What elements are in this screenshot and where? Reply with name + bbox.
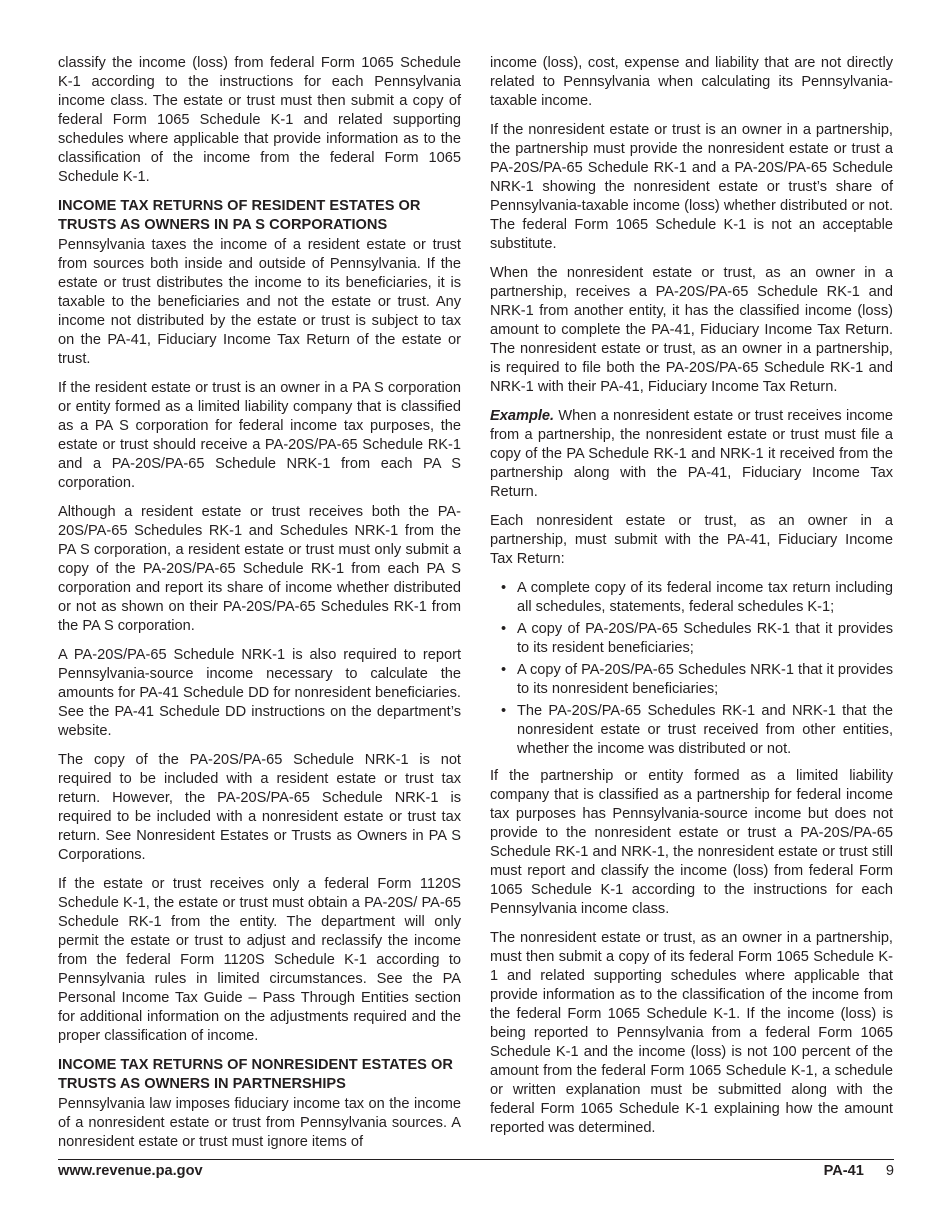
- list-item: • A complete copy of its federal income tax return including all schedules, statements, federal schedules K-1;: [501, 580, 893, 615]
- paragraph: The nonresident estate or trust, as an owner in a partnership, must then submit a copy of its federal Form 1065 Schedule K-1 and related supporting schedules where applicable that provide information as to the classification of the income from the federal Form 1065 Schedule K-1. If the income (loss) is being reported to Pennsylvania from a federal Form 1065 Schedule K-1 and the income (loss) is not 100 percent of the amount from the federal Form 1065 Schedule K-1, a schedule or written explanation must be submitted along with the federal Form 1065 Schedule K-1 explaining how the amount reported was determined.: [490, 930, 893, 1136]
- list-item: • A copy of PA-20S/PA-65 Schedules RK-1 that it provides to its resident beneficiaries;: [501, 621, 893, 656]
- example-text: When a nonresident estate or trust receives income from a partnership, the nonresident estate or trust must file a copy of the PA Schedule RK-1 and NRK-1 it received from the partnership along with the PA-41, Fiduciary Income Tax Return.: [490, 408, 893, 500]
- website-link[interactable]: www.revenue.pa.gov: [58, 1163, 203, 1179]
- paragraph: Each nonresident estate or trust, as an owner in a partnership, must submit with the PA-41, Fiduciary Income Tax Return:: [490, 513, 893, 567]
- footer-right: [824, 1163, 894, 1179]
- example-label: Example.: [490, 408, 555, 424]
- paragraph: Pennsylvania taxes the income of a resident estate or trust from sources both inside and outside of Pennsylvania. If the estate or trust distributes the income to its beneficiaries, it is taxable to the beneficiaries and not the estate or trust. Any income not distributed by the estate or trust is subject to tax on the PA-41, Fiduciary Income Tax Return of the estate or trust.: [58, 237, 461, 367]
- paragraph: A PA-20S/PA-65 Schedule NRK-1 is also required to report Pennsylvania-source income necessary to calculate the amounts for PA-41 Schedule DD for nonresident beneficiaries. See the PA-41 Schedule DD instructions on the department’s website.: [58, 647, 461, 739]
- right-column: [490, 54, 893, 1148]
- paragraph: When the nonresident estate or trust, as an owner in a partnership, receives a PA-20S/PA-65 Schedule RK-1 and NRK-1 from another entity, it has the classified income (loss) amount to complete the PA-41, Fiduciary Income Tax Return. The nonresident estate or trust, as an owner in a partnership, is required to file both the PA-20S/PA-65 Schedule RK-1 and NRK-1 with their PA-41, Fiduciary Income Tax Return.: [490, 265, 893, 395]
- paragraph: If the estate or trust receives only a federal Form 1120S Schedule K-1, the estate or trust must obtain a PA-20S/ PA-65 Schedule RK-1 from the entity. The department will only permit the estate or trust to adjust and reclassify the income from the federal Form 1120S Schedule K-1 according to Pennsylvania rules in limited circumstances. See the PA Personal Income Tax Guide – Pass Through Entities section for additional information on the adjustments required and the proper classification of income.: [58, 876, 461, 1044]
- form-name: PA-41: [823, 1163, 864, 1179]
- bullet-list: [490, 579, 893, 759]
- paragraph: classify the income (loss) from federal Form 1065 Schedule K-1 according to the instructions for each Pennsylvania income class. The estate or trust must then submit a copy of federal Form 1065 Schedule K-1 and related supporting schedules where applicable that provide information as to the classification of the income from the federal Form 1065 Schedule K-1.: [58, 55, 461, 185]
- bullet-icon: •: [501, 621, 507, 637]
- paragraph: If the resident estate or trust is an owner in a PA S corporation or entity formed as a limited liability company that is classified as a PA S corporation for federal income tax purposes, the estate or trust should receive a PA-20S/PA-65 Schedule RK-1 and a PA-20S/PA-65 Schedule NRK-1 from each PA S corporation.: [58, 380, 461, 491]
- paragraph: Although a resident estate or trust receives both the PA-20S/PA-65 Schedules RK-1 and Schedules NRK-1 from the PA S corporation, a resident estate or trust must only submit a copy of the PA-20S/PA-65 Schedule RK-1 from each PA S corporation and report its share of income whether distributed or not as shown on their PA-20S/PA-65 Schedules RK-1 from the PA S corporation.: [58, 504, 461, 634]
- paragraph: Pennsylvania law imposes fiduciary income tax on the income of a nonresident estate or trust from Pennsylvania sources. A nonresident estate or trust must ignore items of: [58, 1096, 461, 1150]
- left-column: [58, 54, 461, 1162]
- bullet-icon: •: [501, 580, 507, 596]
- document-page: [58, 54, 894, 1184]
- bullet-icon: •: [501, 703, 507, 719]
- page-footer: [58, 1159, 894, 1179]
- paragraph: The copy of the PA-20S/PA-65 Schedule NRK-1 is not required to be included with a resident estate or trust tax return. However, the PA-20S/PA-65 Schedule NRK-1 is required to be included with a nonresident estate or trust tax return. See Nonresident Estates or Trusts as Owners in PA S Corporations.: [58, 752, 461, 863]
- section-heading-resident-s-corp: INCOME TAX RETURNS OF RESIDENT ESTATES OR TRUSTS AS OWNERS IN PA S CORPORATIONS: [58, 198, 421, 233]
- section-heading-nonresident-partnerships: INCOME TAX RETURNS OF NONRESIDENT ESTATES OR TRUSTS AS OWNERS IN PARTNERSHIPS: [58, 1057, 453, 1092]
- paragraph: If the partnership or entity formed as a limited liability company that is classified as a partnership for federal income tax purposes has Pennsylvania-source income but does not provide to the nonresident estate or trust a PA-20S/PA-65 Schedule RK-1 and NRK-1, the nonresident estate or trust still must report and classify the income (loss) from federal Form 1065 Schedule K-1 according to the instructions for each Pennsylvania income class.: [490, 768, 893, 917]
- list-item: • The PA-20S/PA-65 Schedules RK-1 and NRK-1 that the nonresident estate or trust received from other entities, whether the income was distributed or not.: [501, 703, 893, 757]
- paragraph: If the nonresident estate or trust is an owner in a partnership, the partnership must provide the nonresident estate or trust a PA-20S/PA-65 Schedule RK-1 and a PA-20S/PA-65 Schedule NRK-1 showing the nonresident estate or trust’s share of Pennsylvania-taxable income (loss) whether distributed or not. The federal Form 1065 Schedule K-1 is not an acceptable substitute.: [490, 122, 893, 252]
- paragraph: income (loss), cost, expense and liability that are not directly related to Pennsylvania when calculating its Pennsylvania-taxable income.: [490, 55, 893, 109]
- page-number: 9: [885, 1163, 894, 1179]
- example-paragraph: [490, 407, 893, 502]
- bullet-icon: •: [501, 662, 507, 678]
- list-item: • A copy of PA-20S/PA-65 Schedules NRK-1 that it provides to its nonresident beneficiaries;: [501, 662, 893, 697]
